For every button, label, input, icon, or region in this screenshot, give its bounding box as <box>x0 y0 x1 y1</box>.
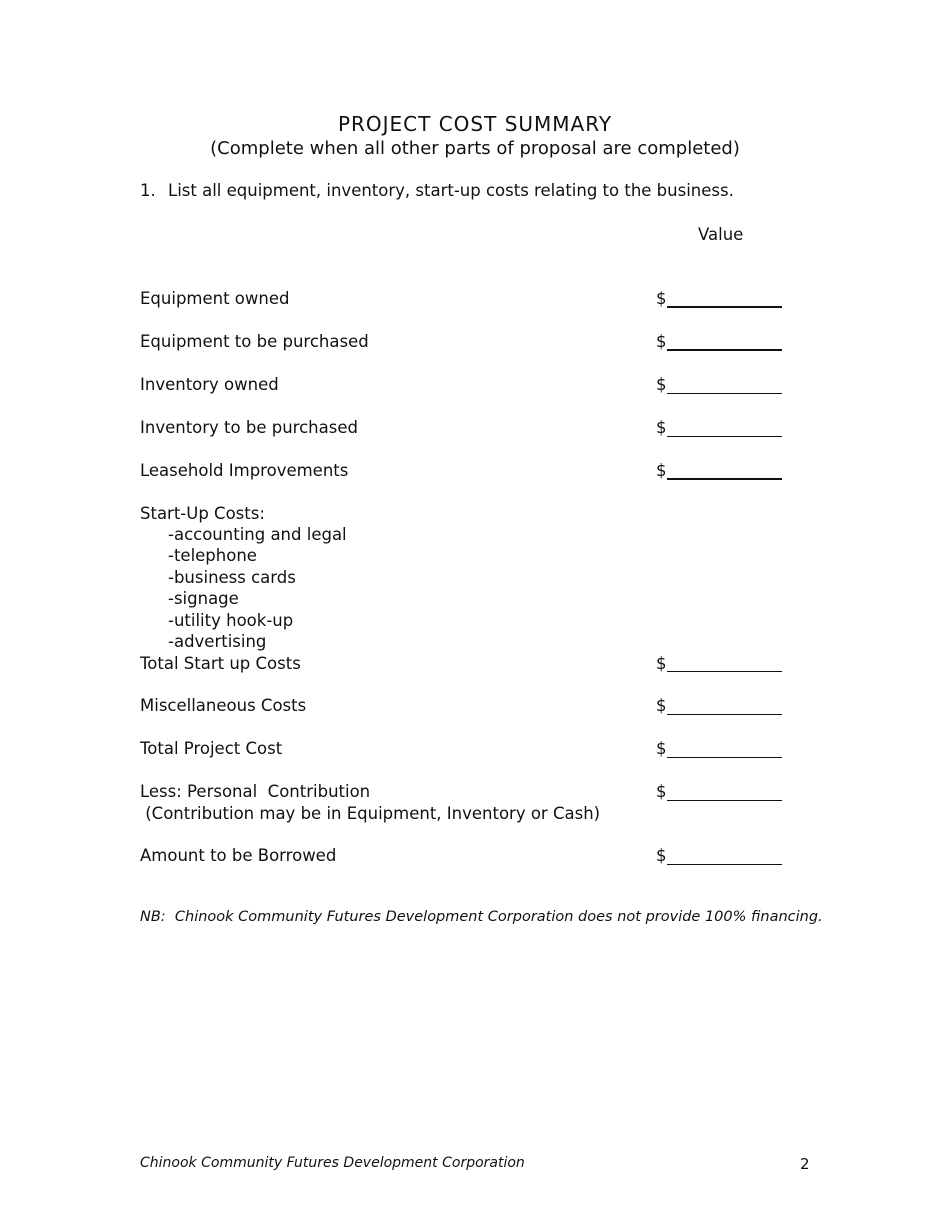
startup-item: -utility hook-up <box>168 611 294 630</box>
dollar-sign: $ <box>656 375 667 394</box>
input-amount-borrowed[interactable] <box>667 864 782 865</box>
instruction <box>140 181 734 200</box>
dollar-sign: $ <box>656 739 667 758</box>
dollar-sign: $ <box>656 782 667 801</box>
dollar-sign: $ <box>656 289 667 308</box>
footer-org: Chinook Community Futures Development Corporation <box>140 1155 525 1171</box>
input-misc-costs[interactable] <box>667 714 782 715</box>
label-amount-borrowed: Amount to be Borrowed <box>140 846 337 865</box>
page-number: 2 <box>800 1155 810 1173</box>
label-total-project-cost: Total Project Cost <box>140 739 283 758</box>
input-total-startup-costs[interactable] <box>667 671 782 672</box>
startup-item: -telephone <box>168 546 257 565</box>
page-title: PROJECT COST SUMMARY <box>337 112 613 136</box>
dollar-sign: $ <box>656 654 667 673</box>
contribution-note: (Contribution may be in Equipment, Inventory or Cash) <box>140 804 601 823</box>
label-startup-costs: Start-Up Costs: <box>140 504 265 523</box>
input-personal-contribution[interactable] <box>667 800 782 801</box>
startup-item: -signage <box>168 589 239 608</box>
startup-item: -accounting and legal <box>168 525 347 544</box>
dollar-sign: $ <box>656 696 667 715</box>
value-column-header: Value <box>698 225 744 244</box>
dollar-sign: $ <box>656 461 667 480</box>
input-leasehold-improvements[interactable] <box>667 478 782 480</box>
input-inventory-to-purchase[interactable] <box>667 436 782 437</box>
startup-item: -business cards <box>168 568 296 587</box>
input-inventory-owned[interactable] <box>667 393 782 394</box>
label-inventory-owned: Inventory owned <box>140 375 279 394</box>
label-leasehold-improvements: Leasehold Improvements <box>140 461 349 480</box>
instruction-text: List all equipment, inventory, start-up costs relating to the business. <box>168 181 734 200</box>
dollar-sign: $ <box>656 846 667 865</box>
instruction-number: 1. <box>140 181 156 200</box>
dollar-sign: $ <box>656 418 667 437</box>
label-personal-contribution: Less: Personal Contribution <box>140 782 371 801</box>
label-inventory-to-purchase: Inventory to be purchased <box>140 418 358 437</box>
startup-item: -advertising <box>168 632 267 651</box>
input-total-project-cost[interactable] <box>667 757 782 758</box>
dollar-sign: $ <box>656 332 667 351</box>
label-equipment-owned: Equipment owned <box>140 289 290 308</box>
input-equipment-owned[interactable] <box>667 306 782 308</box>
input-equipment-to-purchase[interactable] <box>667 349 782 351</box>
financing-note: NB: Chinook Community Futures Development Corporation does not provide 100% financing. <box>140 909 823 925</box>
label-equipment-to-purchase: Equipment to be purchased <box>140 332 369 351</box>
label-misc-costs: Miscellaneous Costs <box>140 696 307 715</box>
page-subtitle: (Complete when all other parts of proposal are completed) <box>210 138 740 159</box>
label-total-startup-costs: Total Start up Costs <box>140 654 301 673</box>
